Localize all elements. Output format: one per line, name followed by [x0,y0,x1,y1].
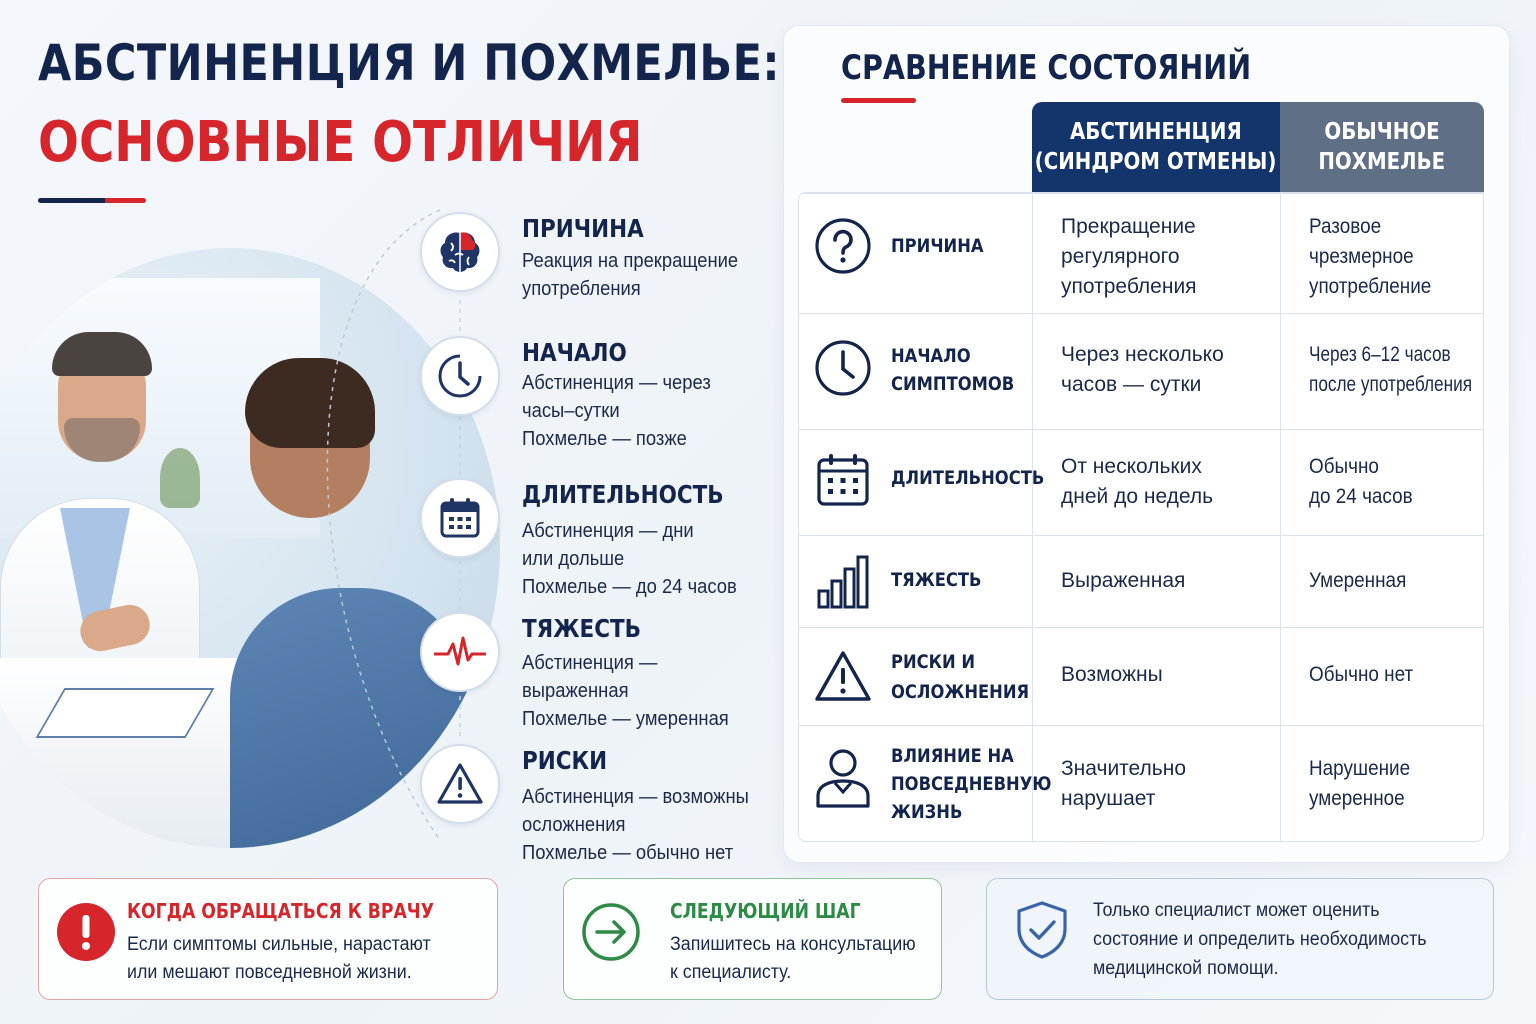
feature-text: Абстиненция — [522,652,658,674]
table-row-cause [799,193,1484,313]
cell-hangover: употребление [1309,275,1432,298]
feature-title: ДЛИТЕЛЬНОСТЬ [522,480,724,509]
row-label: ЖИЗНЬ [891,801,963,823]
feature-text: Похмелье — до 24 часов [522,576,737,598]
photo-patient-hair [245,358,375,448]
cell-hangover: умеренное [1309,787,1405,810]
row-label: ДЛИТЕЛЬНОСТЬ [891,467,1045,489]
heartbeat-icon [420,612,500,692]
cell-withdrawal: Выраженная [1061,569,1186,592]
feature-text: Абстиненция — через [522,372,711,394]
doctor-box-text: или мешают повседневной жизни. [127,962,412,983]
cell-withdrawal: Возможны [1061,663,1163,686]
specialist-note-text: медицинской помощи. [1093,958,1279,979]
table-row-risks [799,627,1484,725]
cell-withdrawal: Значительно [1061,757,1187,780]
doctor-box-title: КОГДА ОБРАЩАТЬСЯ К ВРАЧУ [127,899,434,923]
feature-text: Похмелье — позже [522,428,687,450]
column-header-line: (СИНДРОМ ОТМЕНЫ) [1035,149,1277,175]
column-header-hangover [1280,102,1484,192]
warning-icon [420,744,500,824]
column-header-line: ПОХМЕЛЬЕ [1318,149,1446,175]
cell-withdrawal: регулярного [1061,245,1180,268]
column-header-withdrawal [1032,102,1280,192]
cell-hangover: Обычно [1309,455,1379,478]
cell-withdrawal: часов — сутки [1061,373,1202,396]
cell-hangover: Обычно нет [1309,663,1414,686]
comparison-table [798,192,1484,842]
exclamation-icon [55,901,117,963]
cell-hangover: Через 6–12 часов [1309,343,1451,366]
next-step-text: Запишитесь на консультацию [670,934,916,955]
comparison-title-underline [841,98,916,103]
specialist-note-text: состояние и определить необходимость [1093,929,1427,950]
cell-withdrawal: Через несколько [1061,343,1224,366]
row-label: ТЯЖЕСТЬ [891,569,982,591]
feature-text: Абстиненция — возможны [522,786,749,808]
cell-withdrawal: нарушает [1061,787,1156,810]
feature-text: осложнения [522,814,626,836]
bar-chart-icon [813,552,873,612]
feature-text: употребления [522,278,641,300]
specialist-note-text: Только специалист может оценить [1093,900,1380,921]
photo-doctor-hair [52,332,152,376]
row-label: ВЛИЯНИЕ НА [891,745,1014,767]
next-step-text: к специалисту. [670,962,792,983]
feature-title: ПРИЧИНА [522,214,644,243]
column-header-line: ОБЫЧНОЕ [1324,119,1440,145]
row-label: ПРИЧИНА [891,235,984,257]
page-subtitle: ОСНОВНЫЕ ОТЛИЧИЯ [38,110,643,175]
brain-icon [420,212,500,292]
feature-text: Реакция на прекращение [522,250,739,272]
person-icon [813,748,873,808]
photo-clipboard [36,688,215,738]
table-row-severity [799,535,1484,627]
row-label: ОСЛОЖНЕНИЯ [891,681,1030,703]
specialist-note-box [986,878,1494,1000]
table-row-duration [799,429,1484,535]
next-step-box [563,878,942,1000]
feature-text: Абстиненция — дни [522,520,694,542]
feature-title: ТЯЖЕСТЬ [522,614,642,643]
row-label: ПОВСЕДНЕВНУЮ [891,773,1052,795]
feature-text: выраженная [522,680,629,702]
clock-icon [420,336,500,416]
comparison-title: СРАВНЕНИЕ СОСТОЯНИЙ [841,48,1252,88]
table-row-daily-life [799,725,1484,842]
row-label: РИСКИ И [891,651,976,673]
table-row-onset [799,313,1484,429]
column-header-line: АБСТИНЕНЦИЯ [1070,119,1242,145]
clock-icon [813,338,873,398]
cell-hangover: до 24 часов [1309,485,1413,508]
doctor-consultation-photo [0,248,500,848]
arrow-right-icon [580,901,642,963]
feature-title: НАЧАЛО [522,338,627,367]
calendar-icon [420,478,500,558]
cell-withdrawal: Прекращение [1061,215,1196,238]
when-to-see-doctor-box [38,878,498,1000]
cell-hangover: чрезмерное [1309,245,1414,268]
feature-text: или дольше [522,548,625,570]
feature-text: часы–сутки [522,400,620,422]
cell-withdrawal: употребления [1061,275,1197,298]
feature-title: РИСКИ [522,746,608,775]
question-icon [813,216,873,276]
shield-check-icon [1011,899,1073,961]
row-label: СИМПТОМОВ [891,373,1015,395]
next-step-title: СЛЕДУЮЩИЙ ШАГ [670,899,861,923]
cell-hangover: Умеренная [1309,569,1407,592]
cell-hangover: после употребления [1309,373,1473,396]
title-underline [38,198,146,203]
photo-plant [160,448,200,508]
cell-withdrawal: От нескольких [1061,455,1202,478]
row-label: НАЧАЛО [891,345,971,367]
doctor-box-text: Если симптомы сильные, нарастают [127,934,431,955]
calendar-icon [813,450,873,510]
cell-hangover: Нарушение [1309,757,1411,780]
feature-text: Похмелье — умеренная [522,708,729,730]
cell-withdrawal: дней до недель [1061,485,1214,508]
cell-hangover: Разовое [1309,215,1382,238]
page-title: АБСТИНЕНЦИЯ И ПОХМЕЛЬЕ: [38,34,781,92]
warning-icon [813,646,873,706]
feature-text: Похмелье — обычно нет [522,842,734,864]
